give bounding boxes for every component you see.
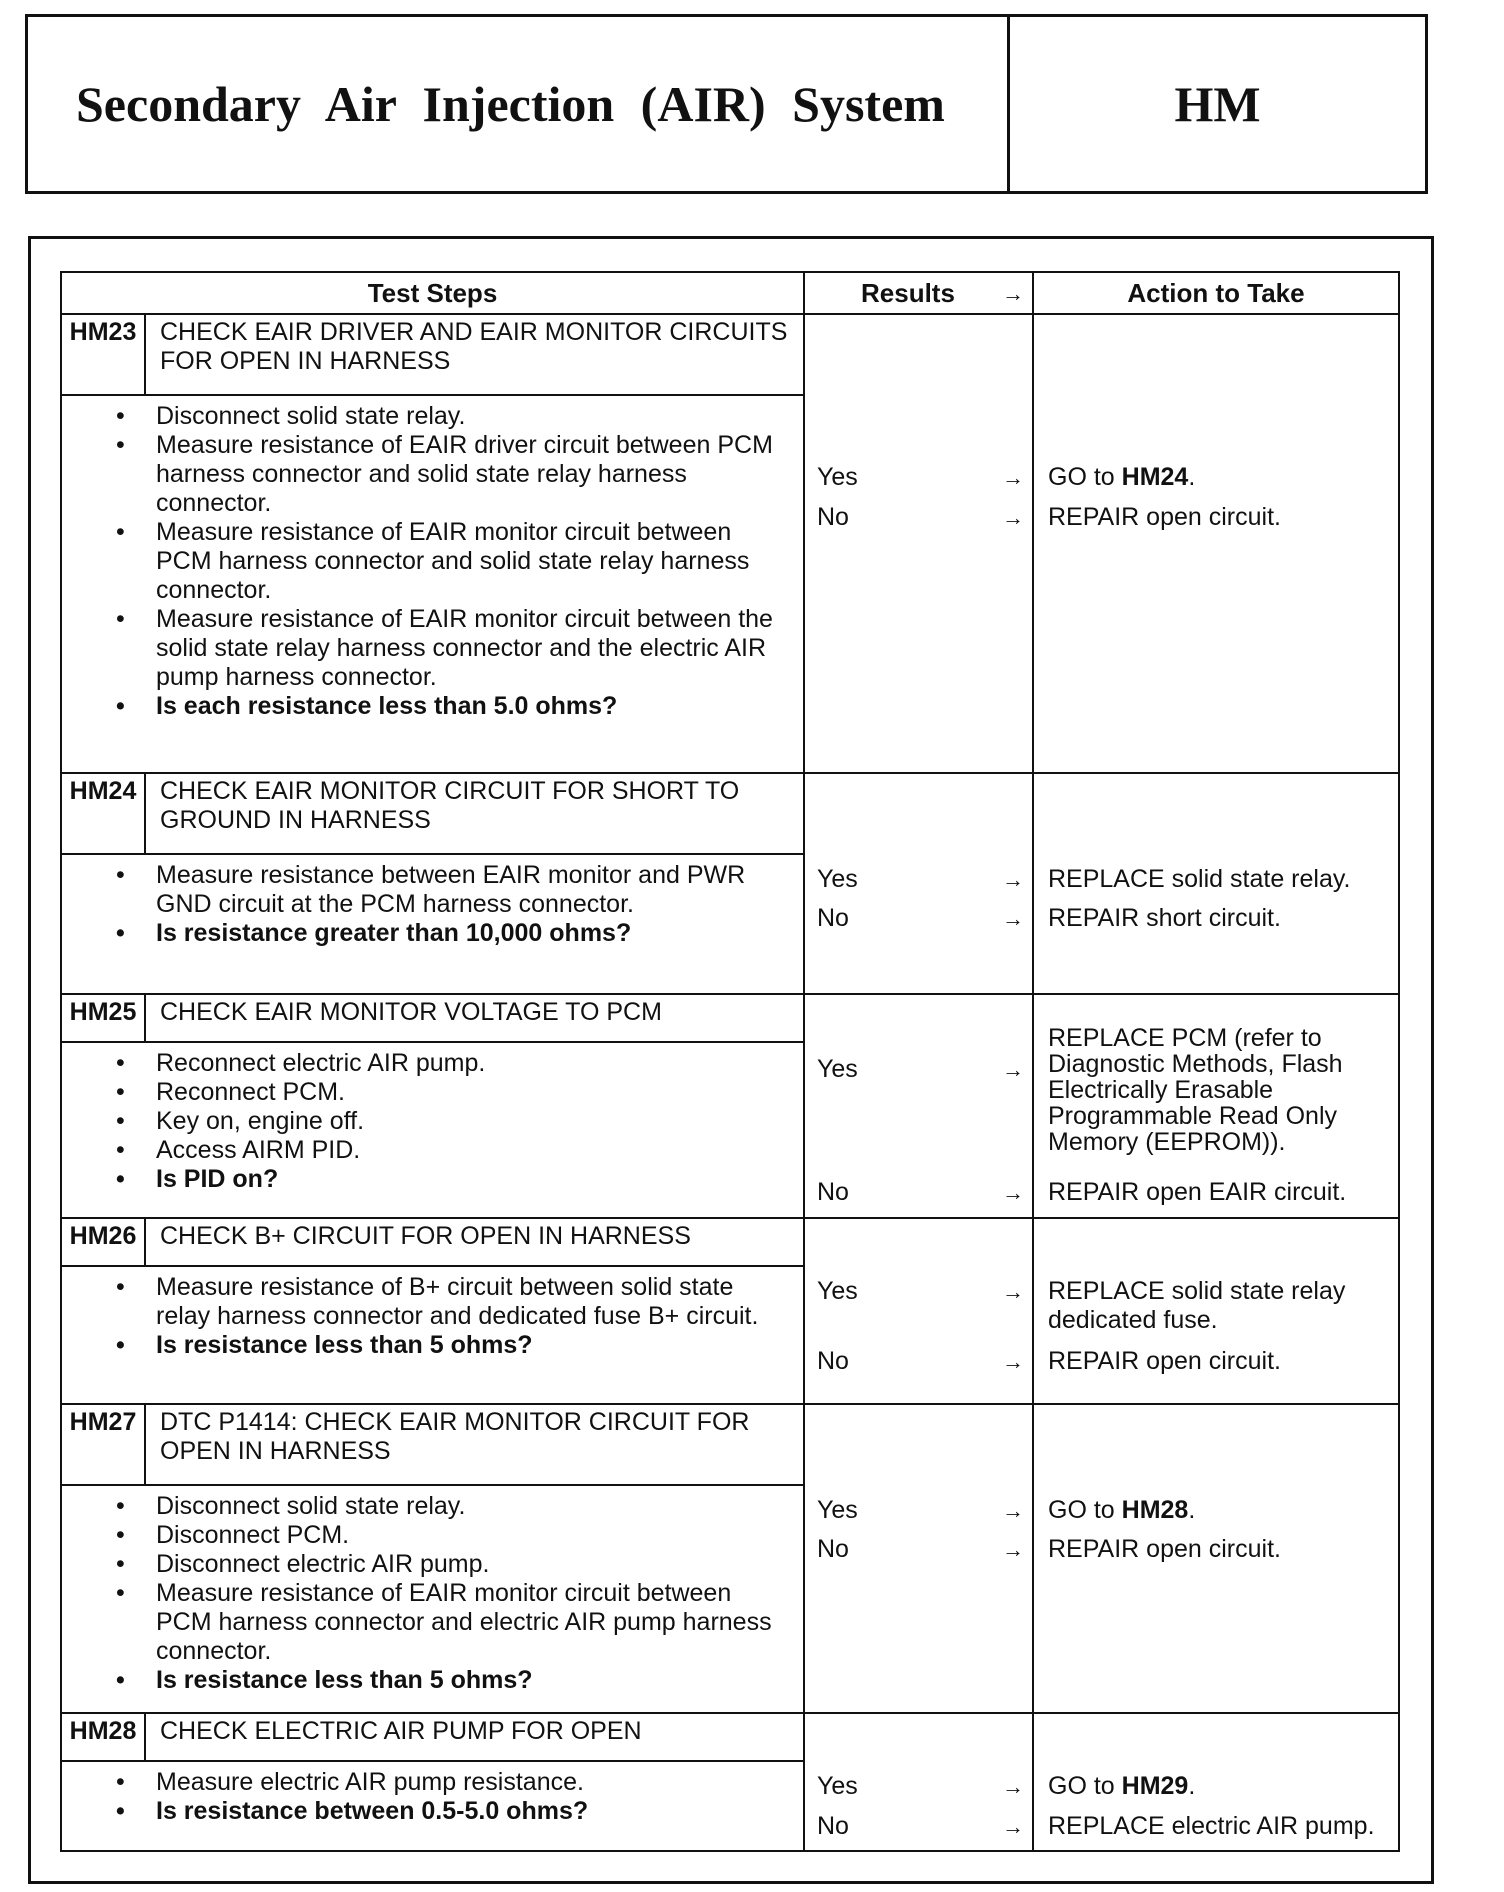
action-text <box>1048 1025 1390 1155</box>
result-label: Yes <box>817 865 858 893</box>
step-procedure <box>61 1266 804 1404</box>
action-text <box>1048 1535 1390 1564</box>
action-text <box>1048 1347 1390 1376</box>
step-bullet-list <box>76 1492 793 1695</box>
step-title-row <box>61 1218 1399 1266</box>
section-code: HM <box>1174 76 1261 132</box>
step-procedure <box>61 1485 804 1713</box>
step-actions <box>1033 773 1399 994</box>
test-steps-table <box>60 271 1400 1852</box>
step-bullet: • Measure electric AIR pump resistance. <box>156 1768 793 1797</box>
step-title-row <box>61 773 1399 854</box>
step-actions <box>1033 994 1399 1218</box>
step-procedure <box>61 1042 804 1218</box>
step-title: CHECK B+ CIRCUIT FOR OPEN IN HARNESS <box>145 1218 804 1266</box>
step-results <box>804 1713 1033 1851</box>
action-main: GO to <box>1048 1772 1122 1800</box>
step-bullet: • Measure resistance of EAIR driver circuit between PCM harness connector and solid state relay harness connector. <box>156 431 793 518</box>
step-code: HM25 <box>61 994 145 1042</box>
step-code: HM27 <box>61 1404 145 1485</box>
action-text <box>1048 865 1390 894</box>
result-yes <box>817 463 1024 492</box>
action-main: REPAIR open circuit. <box>1048 1347 1281 1375</box>
arrow-icon: → <box>1002 1279 1024 1304</box>
result-label: Yes <box>817 1055 858 1083</box>
step-bullet-list <box>76 402 793 721</box>
step-question: • Is PID on? <box>156 1165 793 1194</box>
table-header-row <box>61 272 1399 314</box>
arrow-icon: → <box>1002 1814 1024 1839</box>
result-label: Yes <box>817 1277 858 1305</box>
step-bullet: • Reconnect PCM. <box>156 1078 793 1107</box>
action-text <box>1048 1772 1390 1801</box>
step-title-row <box>61 1404 1399 1485</box>
arrow-icon: → <box>1002 465 1024 490</box>
step-question: • Is resistance less than 5 ohms? <box>156 1331 793 1360</box>
result-no <box>817 1347 1024 1376</box>
action-step-ref: HM24 <box>1121 463 1189 491</box>
arrow-icon: → <box>1002 1349 1024 1374</box>
step-title: CHECK ELECTRIC AIR PUMP FOR OPEN <box>145 1713 804 1761</box>
action-main: REPLACE solid state relay. <box>1048 865 1351 893</box>
result-label: No <box>817 503 849 531</box>
result-label: No <box>817 1347 849 1375</box>
step-title: DTC P1414: CHECK EAIR MONITOR CIRCUIT FOR OPEN IN HARNESS <box>145 1404 804 1485</box>
action-tail: . <box>1188 1772 1196 1800</box>
action-main: REPLACE PCM (refer to Diagnostic Methods, Flash Electrically Erasable Programmable Read Only Memory (EEPROM)). <box>1048 1024 1343 1156</box>
step-bullet-list <box>76 861 793 948</box>
step-question: • Is resistance greater than 10,000 ohms? <box>156 919 793 948</box>
page-title: Secondary Air Injection (AIR) System <box>28 17 1010 191</box>
step-question: • Is resistance between 0.5-5.0 ohms? <box>156 1797 793 1826</box>
arrow-icon: → <box>1002 1774 1024 1799</box>
step-actions <box>1033 1713 1399 1851</box>
step-procedure <box>61 1761 804 1851</box>
step-actions <box>1033 314 1399 773</box>
action-text <box>1048 463 1390 492</box>
step-bullet: • Access AIRM PID. <box>156 1136 793 1165</box>
step-title: CHECK EAIR MONITOR VOLTAGE TO PCM <box>145 994 804 1042</box>
result-label: No <box>817 1535 849 1563</box>
action-text <box>1048 503 1390 532</box>
result-label: No <box>817 1178 849 1206</box>
step-bullet-list <box>76 1273 793 1360</box>
step-bullet-list <box>76 1049 793 1194</box>
step-bullet: • Disconnect electric AIR pump. <box>156 1550 793 1579</box>
arrow-icon: → <box>1002 1057 1024 1082</box>
action-main: REPLACE electric AIR pump. <box>1048 1812 1375 1840</box>
result-no <box>817 503 1024 532</box>
action-step-ref: HM28 <box>1121 1496 1189 1524</box>
step-results <box>804 1404 1033 1713</box>
step-code: HM24 <box>61 773 145 854</box>
result-label: Yes <box>817 463 858 491</box>
step-title-row <box>61 994 1399 1042</box>
step-title: CHECK EAIR MONITOR CIRCUIT FOR SHORT TO GROUND IN HARNESS <box>145 773 804 854</box>
action-main: REPAIR short circuit. <box>1048 904 1281 932</box>
action-text <box>1048 904 1390 933</box>
step-results <box>804 314 1033 773</box>
step-bullet: • Reconnect electric AIR pump. <box>156 1049 793 1078</box>
step-results <box>804 994 1033 1218</box>
step-bullet: • Disconnect solid state relay. <box>156 402 793 431</box>
action-main: GO to <box>1048 463 1122 491</box>
action-tail: . <box>1188 1496 1196 1524</box>
step-bullet: • Measure resistance of B+ circuit between solid state relay harness connector and dedicated fuse B+ circuit. <box>156 1273 793 1331</box>
step-title-row <box>61 314 1399 395</box>
result-yes <box>817 865 1024 894</box>
step-question: • Is each resistance less than 5.0 ohms? <box>156 692 793 721</box>
action-main: REPLACE solid state relay dedicated fuse. <box>1048 1277 1346 1334</box>
header-results-label: Results <box>861 277 955 308</box>
result-no <box>817 904 1024 933</box>
action-main: REPAIR open circuit. <box>1048 503 1281 531</box>
step-procedure <box>61 395 804 773</box>
arrow-icon: → <box>1002 1180 1024 1205</box>
arrow-icon: → <box>1002 1537 1024 1562</box>
action-main: REPAIR open circuit. <box>1048 1535 1281 1563</box>
step-title: CHECK EAIR DRIVER AND EAIR MONITOR CIRCUITS FOR OPEN IN HARNESS <box>145 314 804 395</box>
result-no <box>817 1812 1024 1841</box>
step-bullet: • Measure resistance of EAIR monitor circuit between PCM harness connector and solid state relay harness connector. <box>156 518 793 605</box>
header-test-steps: Test Steps <box>61 272 804 314</box>
result-no <box>817 1178 1024 1207</box>
action-main: REPAIR open EAIR circuit. <box>1048 1178 1347 1206</box>
result-no <box>817 1535 1024 1564</box>
action-text <box>1048 1812 1390 1841</box>
step-code: HM23 <box>61 314 145 395</box>
arrow-icon: → <box>1002 867 1024 892</box>
result-label: No <box>817 1812 849 1840</box>
step-results <box>804 1218 1033 1404</box>
step-bullet: • Measure resistance of EAIR monitor circuit between PCM harness connector and electric AIR pump harness connector. <box>156 1579 793 1666</box>
action-tail: . <box>1188 463 1196 491</box>
result-yes <box>817 1277 1024 1306</box>
step-procedure <box>61 854 804 994</box>
result-label: Yes <box>817 1496 858 1524</box>
action-text <box>1048 1277 1358 1335</box>
step-bullet-list <box>76 1768 793 1826</box>
result-yes <box>817 1496 1024 1525</box>
step-bullet: • Disconnect solid state relay. <box>156 1492 793 1521</box>
step-actions <box>1033 1404 1399 1713</box>
step-results <box>804 773 1033 994</box>
step-title-row <box>61 1713 1399 1761</box>
header-arrow-icon: → <box>1002 280 1024 306</box>
result-label: No <box>817 904 849 932</box>
step-question: • Is resistance less than 5 ohms? <box>156 1666 793 1695</box>
result-yes <box>817 1055 1024 1084</box>
step-code: HM28 <box>61 1713 145 1761</box>
page-header <box>25 14 1428 194</box>
step-bullet: • Disconnect PCM. <box>156 1521 793 1550</box>
header-results <box>804 272 1033 314</box>
header-action: Action to Take <box>1033 272 1399 314</box>
action-step-ref: HM29 <box>1121 1772 1189 1800</box>
result-yes <box>817 1772 1024 1801</box>
arrow-icon: → <box>1002 1498 1024 1523</box>
arrow-icon: → <box>1002 906 1024 931</box>
action-text <box>1048 1496 1390 1525</box>
result-label: Yes <box>817 1772 858 1800</box>
step-bullet: • Measure resistance of EAIR monitor circuit between the solid state relay harness connector and the electric AIR pump harness connector. <box>156 605 793 692</box>
step-bullet: • Measure resistance between EAIR monitor and PWR GND circuit at the PCM harness connector. <box>156 861 793 919</box>
arrow-icon: → <box>1002 505 1024 530</box>
step-bullet: • Key on, engine off. <box>156 1107 793 1136</box>
step-code: HM26 <box>61 1218 145 1266</box>
action-main: GO to <box>1048 1496 1122 1524</box>
action-text <box>1048 1178 1390 1207</box>
step-actions <box>1033 1218 1399 1404</box>
